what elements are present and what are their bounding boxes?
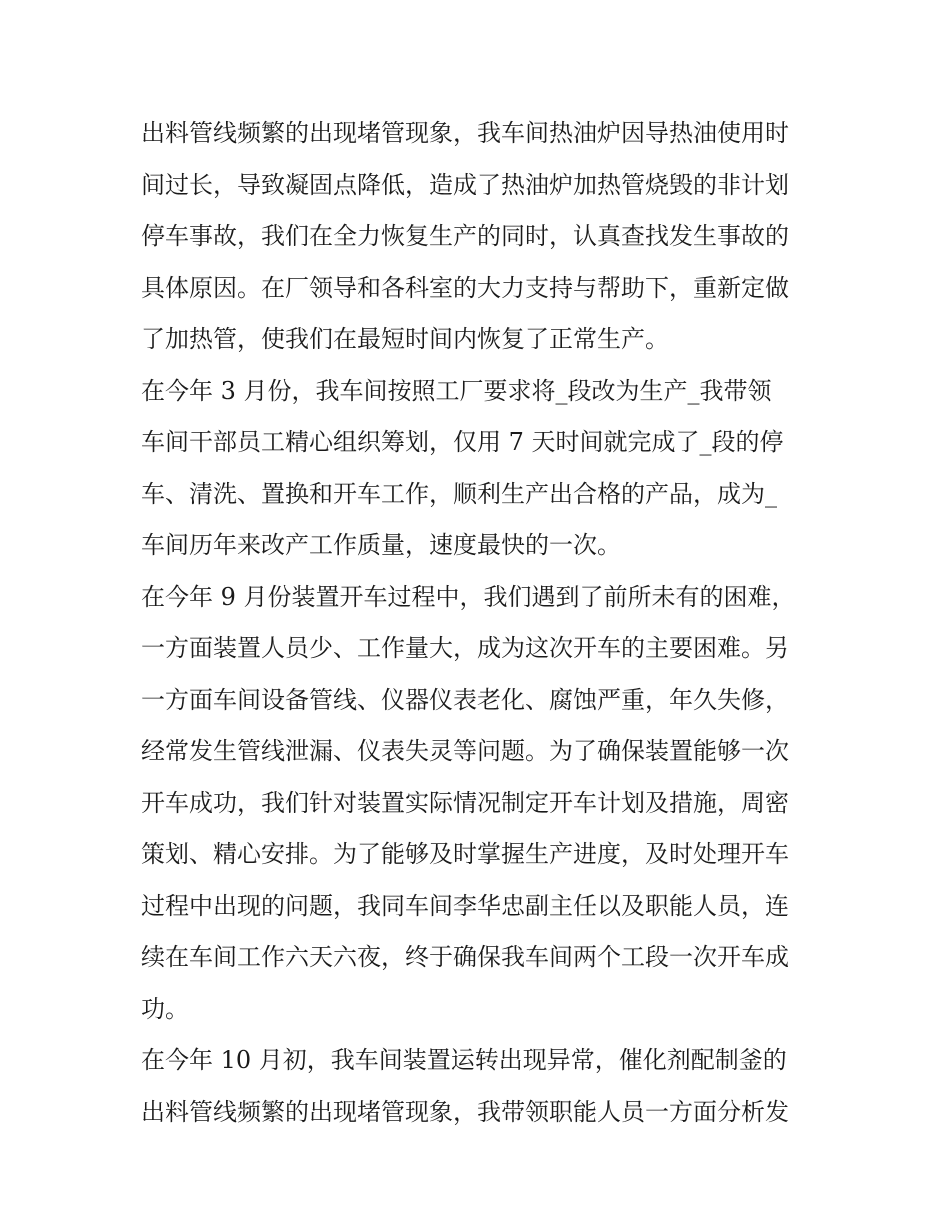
paragraph-march-conversion [141, 366, 813, 572]
text-line: 出料管线频繁的出现堵管现象，我带领职能人员一方面分析发 [141, 1097, 789, 1126]
text-line: 在今年 3 月份，我车间按照工厂要求将_段改为生产_我带领 [141, 376, 772, 405]
paragraph-october-anomaly [141, 1035, 813, 1138]
text-line: 停车事故，我们在全力恢复生产的同时，认真查找发生事故的 [141, 222, 789, 250]
text-line: 一方面装置人员少、工作量大，成为这次开车的主要困难。另 [141, 634, 789, 662]
text-line: 开车成功，我们针对装置实际情况制定开车计划及措施，周密 [141, 788, 789, 817]
text-line: 了加热管，使我们在最短时间内恢复了正常生产。 [141, 325, 669, 353]
text-line: 在今年 10 月初，我车间装置运转出现异常，催化剂配制釜的 [141, 1046, 787, 1074]
text-line: 经常发生管线泄漏、仪表失灵等问题。为了确保装置能够一次 [141, 737, 789, 765]
text-line: 一方面车间设备管线、仪器仪表老化、腐蚀严重，年久失修， [141, 685, 789, 714]
text-line: 车、清洗、置换和开车工作，顺利生产出合格的产品，成为_ [141, 479, 777, 508]
text-line: 续在车间工作六天六夜，终于确保我车间两个工段一次开车成 [141, 943, 789, 971]
document-body [141, 108, 813, 1138]
text-line: 在今年 9 月份装置开车过程中，我们遇到了前所未有的困难， [141, 582, 796, 611]
text-line: 策划、精心安排。为了能够及时掌握生产进度，及时处理开车 [141, 840, 789, 868]
text-line: 间过长，导致凝固点降低，造成了热油炉加热管烧毁的非计划 [141, 170, 789, 199]
text-line: 车间历年来改产工作质量，速度最快的一次。 [141, 531, 621, 559]
text-line: 过程中出现的问题，我同车间李华忠副主任以及职能人员，连 [141, 891, 789, 920]
paragraph-september-startup [141, 572, 813, 1036]
text-line: 功。 [141, 994, 189, 1023]
text-line: 出料管线频繁的出现堵管现象，我车间热油炉因导热油使用时 [141, 119, 789, 147]
text-line: 具体原因。在厂领导和各科室的大力支持与帮助下，重新定做 [141, 273, 789, 302]
paragraph-heater-failure [141, 108, 813, 366]
text-line: 车间干部员工精心组织筹划，仅用 7 天时间就完成了_段的停 [141, 428, 784, 456]
